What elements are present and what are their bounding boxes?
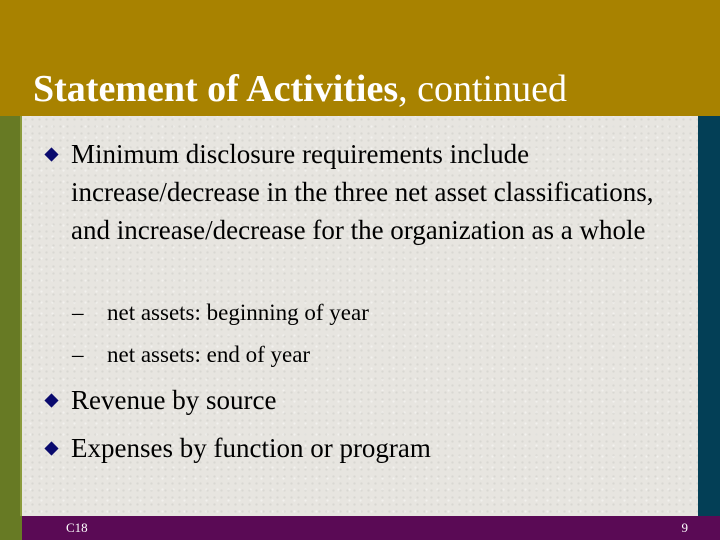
slide-code: C18 <box>66 520 88 535</box>
slide-title <box>33 66 567 112</box>
slide-title-main: Statement of Activities <box>33 68 399 110</box>
dash-marker: – <box>72 342 84 367</box>
slide-title-suffix: , continued <box>398 68 567 110</box>
footer-bar <box>22 516 720 540</box>
title-bar <box>0 0 720 116</box>
sub-bullet-text: net assets: end of year <box>107 342 311 367</box>
right-accent-stripe <box>698 116 720 516</box>
bullet-item <box>44 429 684 469</box>
sub-bullet-item <box>72 298 492 330</box>
bullet-text: Expenses by function or program <box>71 433 431 463</box>
bullet-item <box>44 381 684 421</box>
diamond-bullet-icon <box>44 147 59 162</box>
left-accent-stripe <box>0 116 22 540</box>
bullet-item <box>44 135 684 287</box>
bullet-text: Minimum disclosure requirements include increase/decrease in the three net asset classifications, and increase/decrease for the organization as a whole <box>71 139 654 245</box>
bullet-text: Revenue by source <box>71 385 277 415</box>
sub-bullet-item <box>72 340 492 372</box>
slide-number: 9 <box>681 520 688 535</box>
diamond-bullet-icon <box>44 393 59 408</box>
sub-bullet-text: net assets: beginning of year <box>107 300 369 325</box>
dash-marker: – <box>72 300 84 325</box>
diamond-bullet-icon <box>44 441 59 456</box>
